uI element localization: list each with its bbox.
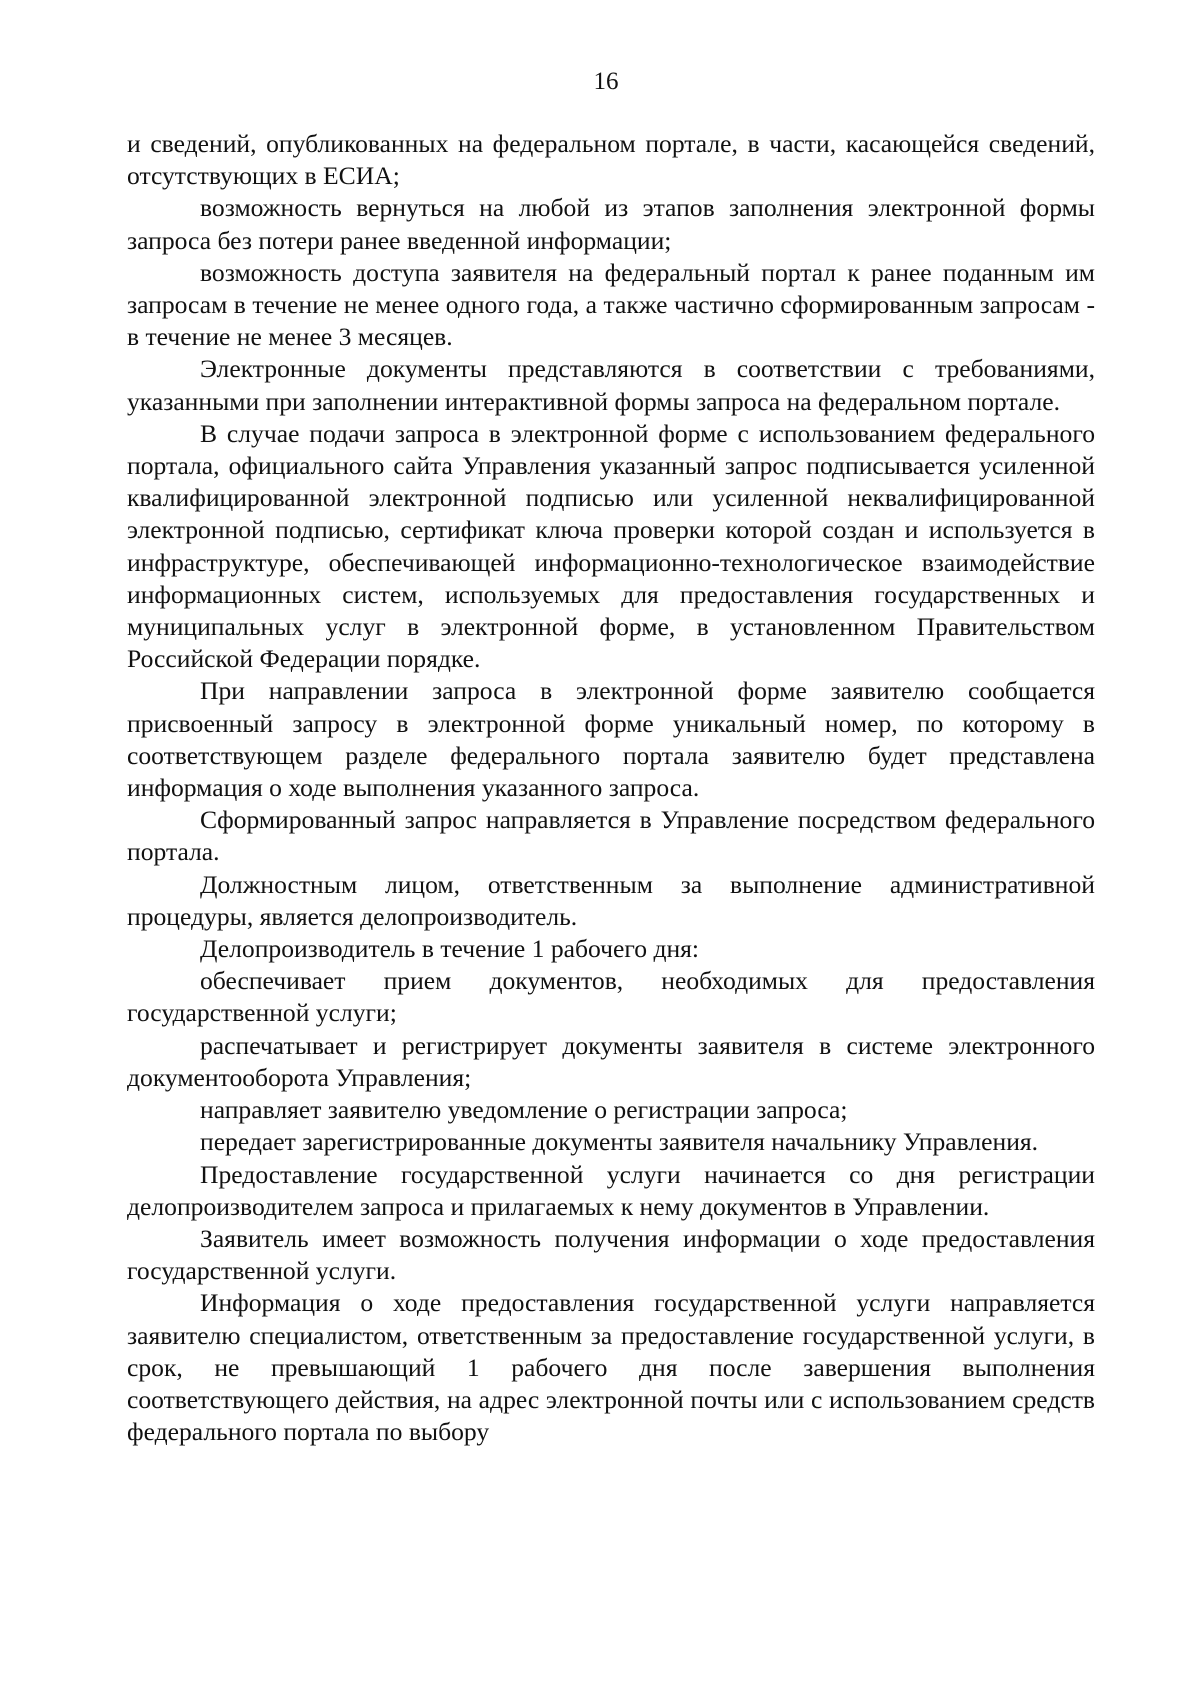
paragraph: распечатывает и регистрирует документы заявителя в системе электронного документооборота Управления; <box>127 1030 1095 1092</box>
paragraph: При направлении запроса в электронной форме заявителю сообщается присвоенный запросу в электронной форме уникальный номер, по которому в соответствующем разделе федерального портала заявителю будет представлена информация о ходе выполнения указанного запроса. <box>127 676 1095 803</box>
paragraph: Заявитель имеет возможность получения информации о ходе предоставления государственной услуги. <box>127 1223 1095 1286</box>
document-body <box>127 128 1095 1448</box>
paragraph: Электронные документы представляются в соответствии с требованиями, указанными при заполнении интерактивной формы запроса на федеральном портале. <box>127 354 1095 416</box>
paragraph: направляет заявителю уведомление о регистрации запроса; <box>200 1095 848 1125</box>
paragraph: Сформированный запрос направляется в Управление посредством федерального портала. <box>127 805 1095 867</box>
paragraph: Предоставление государственной услуги начинается со дня регистрации делопроизводителем запроса и прилагаемых к нему документов в Управлении. <box>127 1159 1095 1221</box>
paragraph: обеспечивает прием документов, необходимых для предоставления государственной услуги; <box>127 966 1095 1028</box>
paragraph: передает зарегистрированные документы заявителя начальнику Управления. <box>200 1127 1039 1157</box>
paragraph: Делопроизводитель в течение 1 рабочего дня: <box>200 934 700 964</box>
paragraph: и сведений, опубликованных на федеральном портале, в части, касающейся сведений, отсутствующих в ЕСИА; <box>127 129 1095 191</box>
page-number: 16 <box>593 68 619 95</box>
paragraph: Информация о ходе предоставления государственной услуги направляется заявителю специалистом, ответственным за предоставление государственной услуги, в срок, не превышающий 1 рабочего дня после завершения выполнения соответствующего действия, на адрес электронной почты или с использованием средств федерального портала по выбору <box>127 1288 1095 1447</box>
paragraph: возможность вернуться на любой из этапов заполнения электронной формы запроса без потери ранее введенной информации; <box>127 193 1095 255</box>
paragraph: возможность доступа заявителя на федеральный портал к ранее поданным им запросам в течение не менее одного года, а также частично сформированным запросам - в течение не менее 3 месяцев. <box>127 257 1095 352</box>
paragraph: В случае подачи запроса в электронной форме с использованием федерального портала, официального сайта Управления указанный запрос подписывается усиленной квалифицированной электронной подписью или усиленной неквалифицированной электронной подписью, сертификат ключа проверки которой создан и используется в инфраструктуре, обеспечивающей информационно-технологическое взаимодействие информационных систем, используемых для предоставления государственных и муниципальных услуг в электронной форме, в установленном Правительством Российской Федерации порядке. <box>127 418 1095 674</box>
paragraph: Должностным лицом, ответственным за выполнение административной процедуры, является делопроизводитель. <box>127 869 1095 931</box>
